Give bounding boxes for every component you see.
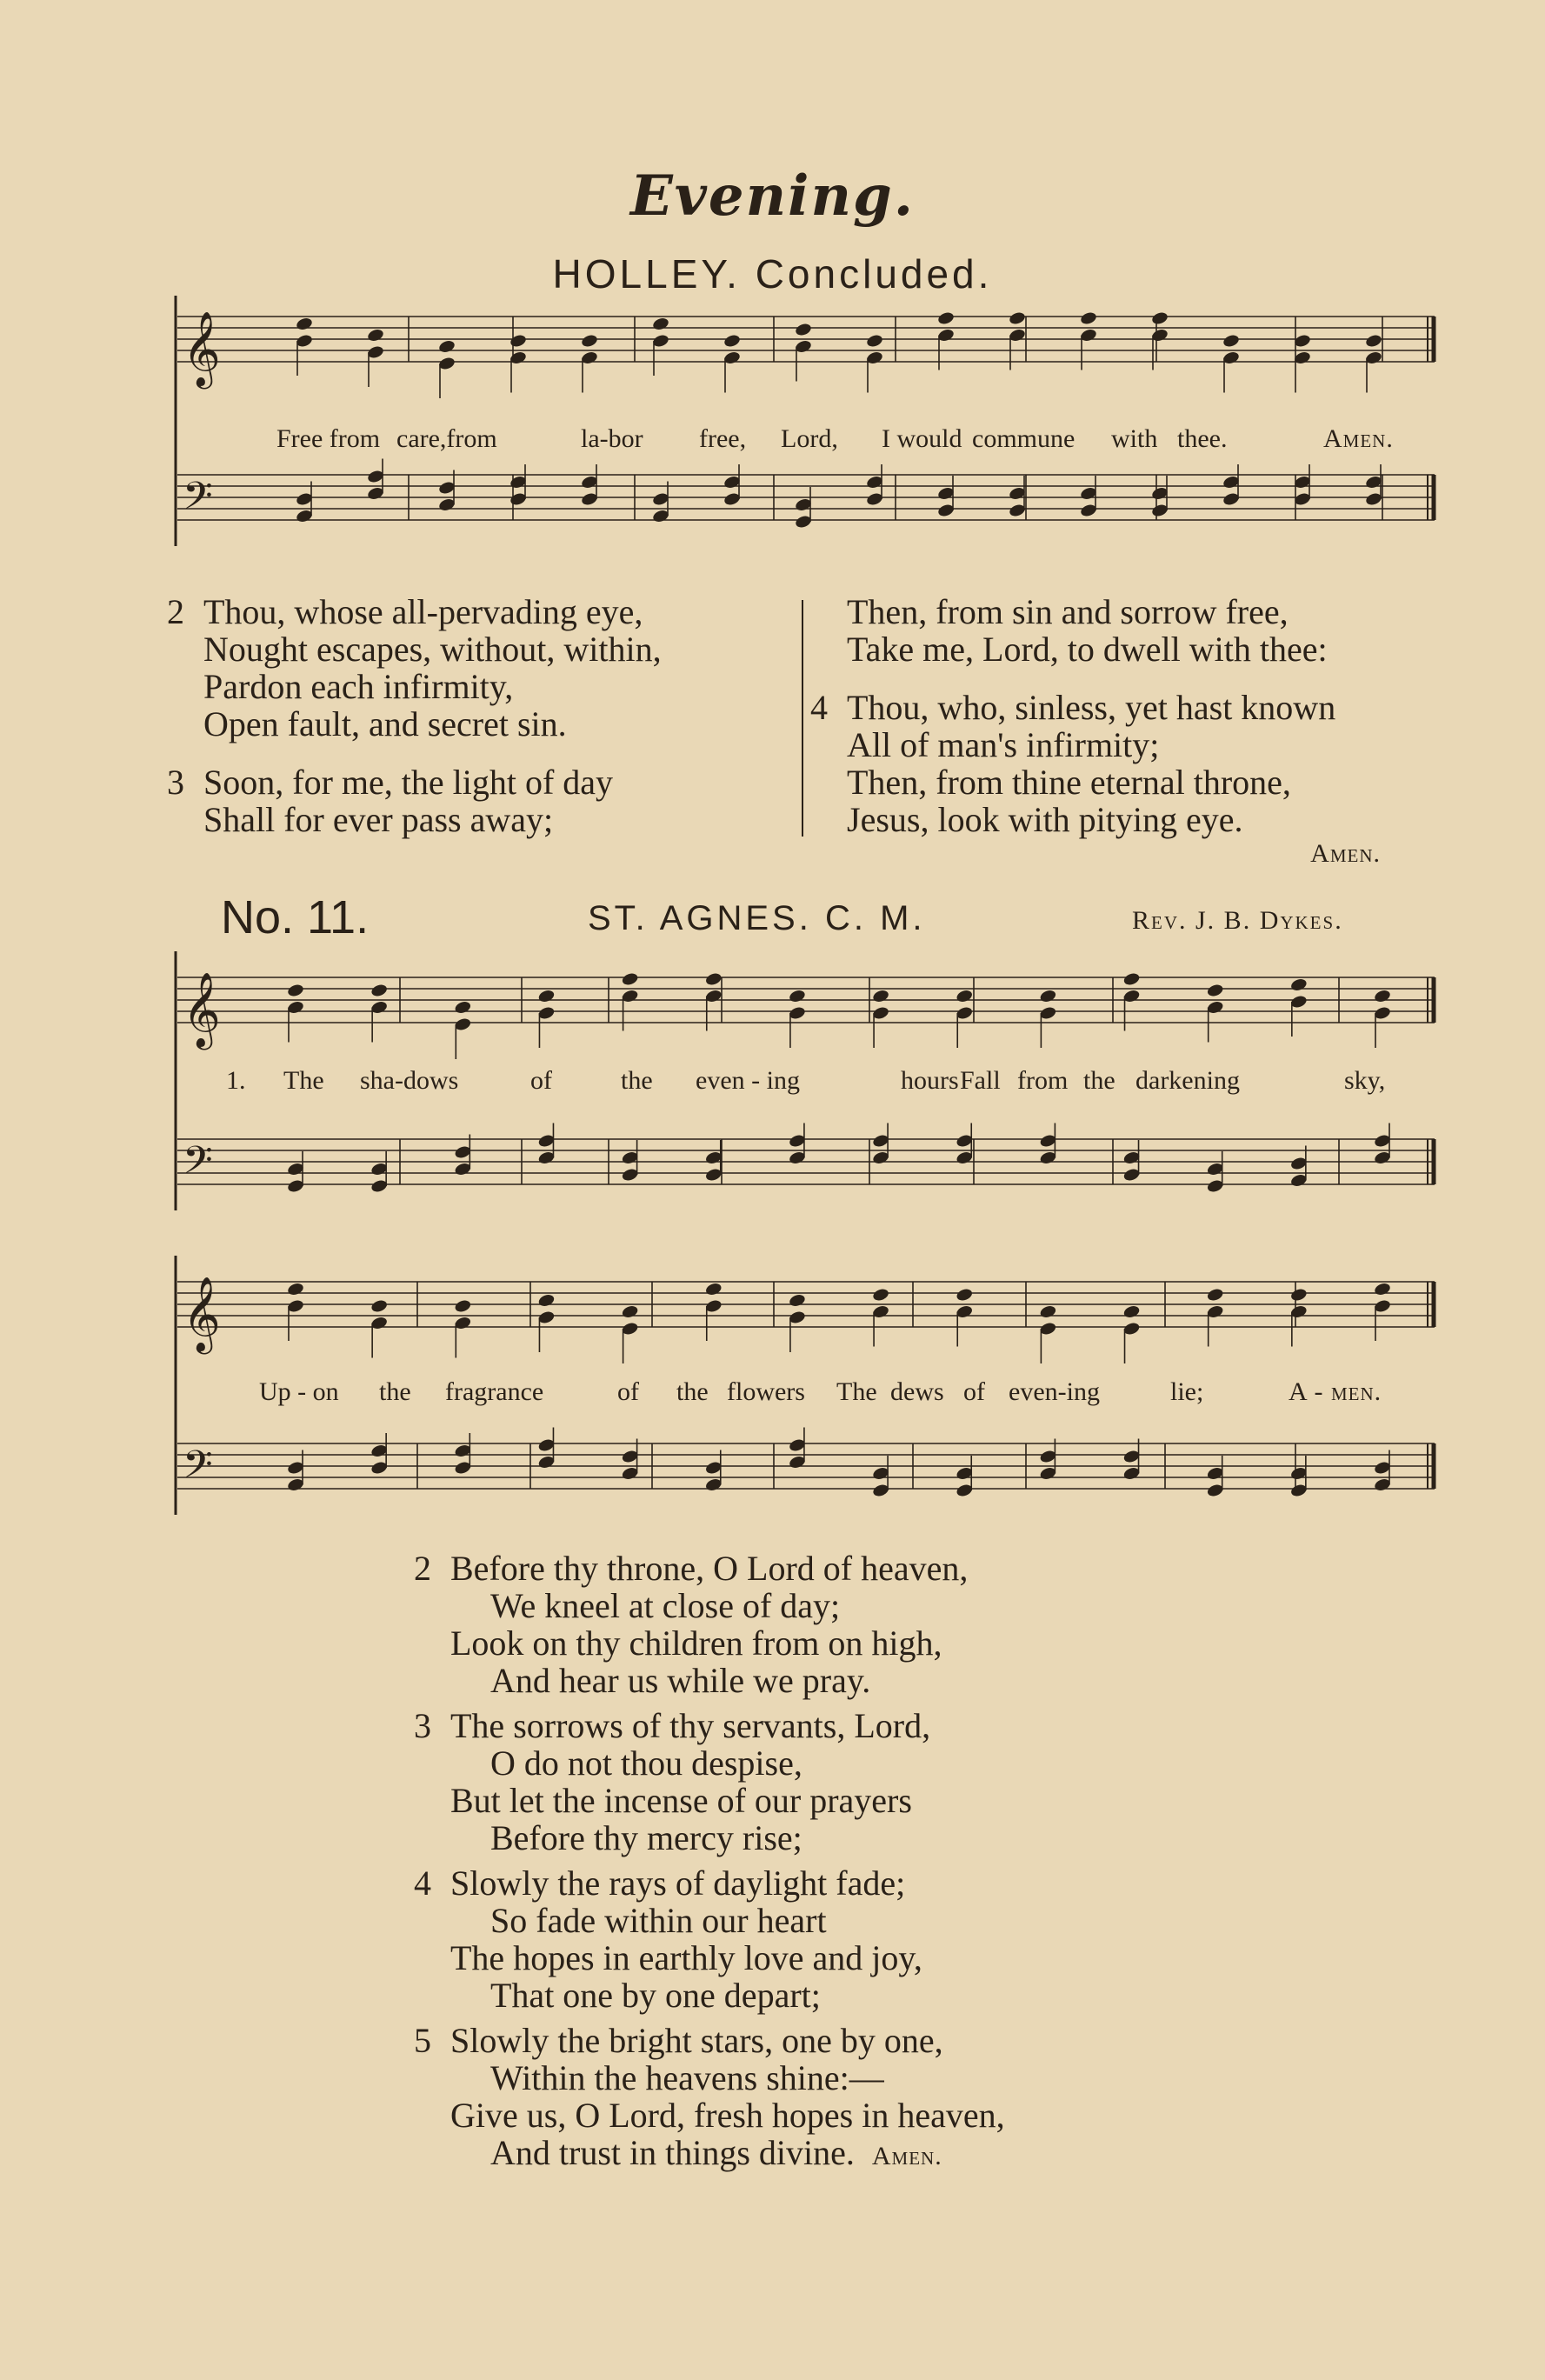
- lyric-word: thee.: [1177, 424, 1228, 453]
- note-head: [286, 1282, 304, 1297]
- verse-line: Then, from sin and sorrow free,: [847, 592, 1289, 631]
- amen-label: Amen.: [1310, 839, 1381, 868]
- lyric-word: care,from: [396, 424, 497, 453]
- treble-clef-icon: 𝄞: [183, 311, 221, 386]
- verse-line: And hear us while we pray.: [490, 1661, 871, 1700]
- note-head: [865, 333, 883, 348]
- st-agnes-lyric-line-1: 1. The sha-dows of the even - ing hours Fall from the darkening sky,: [226, 1066, 1386, 1095]
- hymn-title: ST. AGNES. C. M.: [588, 899, 926, 937]
- note-head: [366, 328, 384, 343]
- lyric-word: Free from: [276, 424, 381, 453]
- note-head: [956, 989, 974, 1003]
- note-head: [454, 1000, 472, 1015]
- verse-line: 4 Slowly the rays of daylight fade;: [414, 1863, 906, 1903]
- holley-verses-right: [810, 593, 1454, 870]
- page-title: Evening.: [629, 163, 916, 229]
- note-head: [1039, 1304, 1057, 1319]
- verse-line: And trust in things divine. Amen.: [490, 2133, 942, 2172]
- verse-number: 3: [167, 763, 184, 802]
- verse-line: 3 The sorrows of thy servants, Lord,: [414, 1706, 931, 1745]
- amen-label: Amen.: [871, 2142, 942, 2170]
- note-head: [1039, 989, 1057, 1003]
- verse-line: All of man's infirmity;: [847, 725, 1160, 764]
- note-head: [509, 333, 527, 348]
- note-head: [794, 322, 812, 337]
- holley-verses-left: [167, 593, 793, 838]
- st-agnes-lyric-line-2: Up - on the fragrance of the flowers The dews of even-ing lie; A - men.: [259, 1377, 1382, 1406]
- note-head: [704, 971, 723, 986]
- lyric-word: free,: [699, 424, 747, 453]
- note-head: [437, 339, 456, 354]
- note-head: [537, 989, 556, 1003]
- note-head: [936, 310, 955, 325]
- note-head: [956, 1287, 974, 1302]
- note-head: [872, 989, 890, 1003]
- verse-line: Jesus, look with pitying eye.: [847, 800, 1243, 839]
- amen-label: Amen.: [1323, 424, 1394, 453]
- verse-line: But let the incense of our prayers: [450, 1781, 912, 1820]
- note-head: [1289, 977, 1308, 992]
- verse-line: Pardon each infirmity,: [203, 667, 514, 706]
- note-head: [621, 1304, 639, 1319]
- verse-line: Give us, O Lord, fresh hopes in heaven,: [450, 2096, 1005, 2135]
- note-head: [1222, 333, 1240, 348]
- st-agnes-verses: [414, 1550, 1283, 2175]
- verse-line: Within the heavens shine:—: [490, 2058, 884, 2097]
- treble-clef-icon: 𝄞: [183, 1277, 221, 1351]
- note-head: [1008, 310, 1026, 325]
- verse-line: So fade within our heart: [490, 1901, 827, 1940]
- note-head: [1364, 333, 1382, 348]
- hymn-number: No. 11.: [221, 891, 370, 943]
- note-head: [872, 1287, 890, 1302]
- verse-line: 2 Before thy throne, O Lord of heaven,: [414, 1549, 969, 1588]
- verse-line: The hopes in earthly love and joy,: [450, 1938, 922, 1977]
- note-head: [537, 1293, 556, 1308]
- verse-line: 3 Soon, for me, the light of day: [167, 763, 614, 802]
- verse-line: Nought escapes, without, within,: [203, 630, 662, 669]
- note-head: [1373, 1282, 1391, 1297]
- note-head: [1122, 1304, 1141, 1319]
- verse-line: That one by one depart;: [490, 1976, 821, 2015]
- bass-clef-icon: 𝄢: [183, 1137, 213, 1192]
- verse-number: 2: [167, 592, 184, 631]
- verse-number: 4: [810, 688, 828, 727]
- note-head: [286, 983, 304, 997]
- verse-number: 3: [414, 1706, 431, 1745]
- note-head: [1206, 1287, 1224, 1302]
- lyric-word: la-bor: [581, 424, 643, 453]
- note-head: [788, 989, 806, 1003]
- verse-line: Open fault, and secret sin.: [203, 704, 567, 743]
- note-head: [1122, 971, 1141, 986]
- verse-line: 2 Thou, whose all-pervading eye,: [167, 592, 643, 631]
- verse-number: 4: [414, 1863, 431, 1903]
- treble-clef-icon: 𝄞: [183, 972, 221, 1047]
- verse-line: Before thy mercy rise;: [490, 1818, 802, 1857]
- note-head: [1150, 310, 1169, 325]
- verse-number: 5: [414, 2021, 431, 2060]
- note-head: [454, 1298, 472, 1313]
- note-head: [370, 1298, 389, 1313]
- verse-line: Look on thy children from on high,: [450, 1623, 942, 1663]
- note-head: [295, 317, 313, 331]
- verse-number: 2: [414, 1549, 431, 1588]
- note-head: [580, 333, 598, 348]
- note-head: [1373, 989, 1391, 1003]
- verse-line: 4 Thou, who, sinless, yet hast known: [810, 688, 1336, 727]
- verse-line: Shall for ever pass away;: [203, 800, 554, 839]
- verse-line: 5 Slowly the bright stars, one by one,: [414, 2021, 943, 2060]
- lyric-word: with: [1111, 424, 1158, 453]
- column-divider: [802, 600, 803, 837]
- lyric-word: Lord,: [781, 424, 838, 453]
- lyric-word: I would: [882, 424, 962, 453]
- verse-line: We kneel at close of day;: [490, 1586, 841, 1625]
- note-head: [723, 333, 741, 348]
- note-head: [1289, 1287, 1308, 1302]
- note-head: [370, 983, 389, 997]
- lyric-word: commune: [972, 424, 1076, 453]
- note-head: [1079, 310, 1097, 325]
- note-head: [788, 1293, 806, 1308]
- composer: Rev. J. B. Dykes.: [1132, 906, 1343, 935]
- note-head: [704, 1282, 723, 1297]
- note-head: [621, 971, 639, 986]
- verse-line: O do not thou despise,: [490, 1743, 802, 1783]
- verse-line: Then, from thine eternal throne,: [847, 763, 1291, 802]
- bass-clef-icon: 𝄢: [183, 1442, 213, 1497]
- holley-lyric-line: [276, 424, 1433, 456]
- tune-heading: HOLLEY. Concluded.: [552, 251, 993, 297]
- bass-clef-icon: 𝄢: [183, 473, 213, 528]
- note-head: [651, 317, 669, 331]
- verse-line: Take me, Lord, to dwell with thee:: [847, 630, 1328, 669]
- note-head: [1206, 983, 1224, 997]
